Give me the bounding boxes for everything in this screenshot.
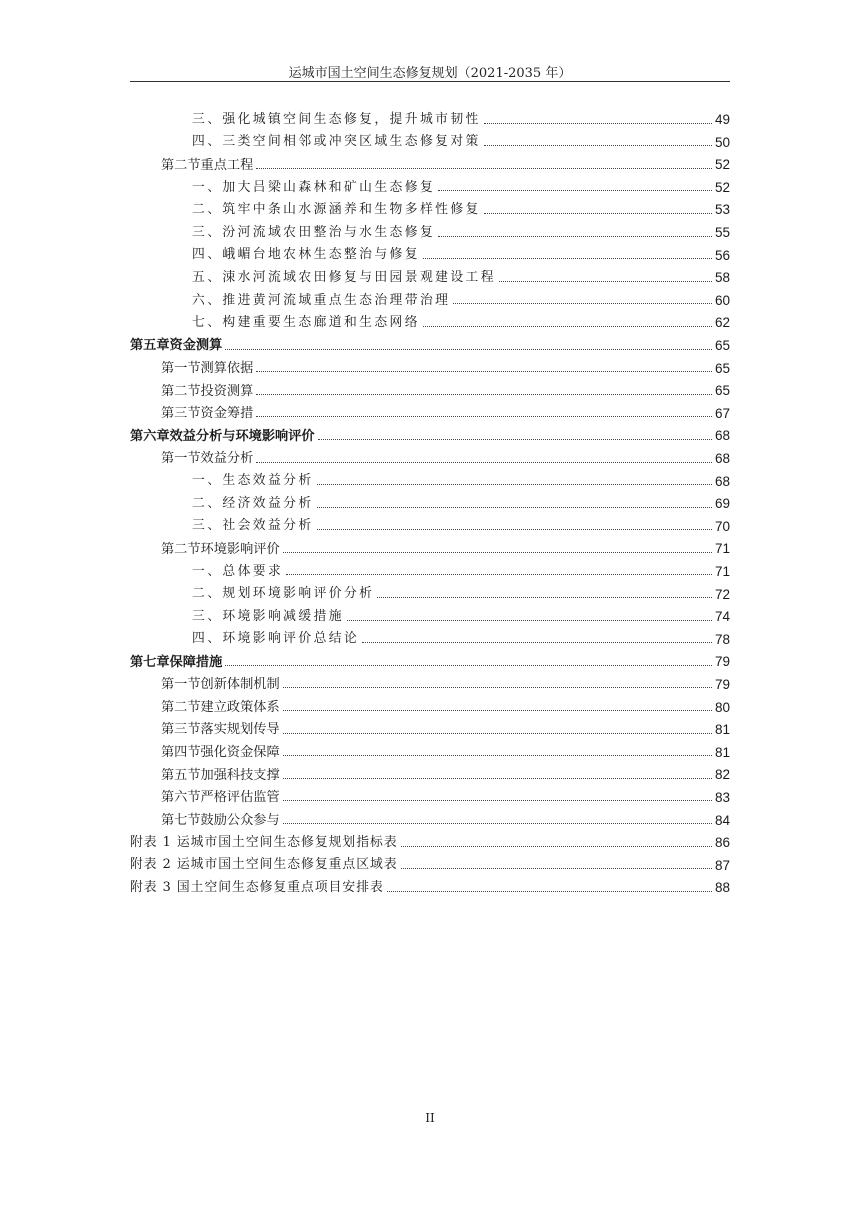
toc-entry-page: 81 <box>714 722 730 738</box>
toc-entry[interactable] <box>130 624 730 647</box>
toc-dot-leader <box>256 394 712 395</box>
toc-entry-page: 84 <box>714 812 730 828</box>
toc-dot-leader <box>283 552 712 553</box>
toc-entry-page: 49 <box>714 112 730 128</box>
toc-entry-page: 72 <box>714 586 730 602</box>
toc-entry-label: 三、环境影响减缓措施 <box>192 608 344 624</box>
toc-entry-label: 第六章效益分析与环境影响评价 <box>130 428 315 444</box>
toc-dot-leader <box>377 597 712 598</box>
toc-entry-page: 65 <box>714 383 730 399</box>
toc-entry-page: 78 <box>714 631 730 647</box>
toc-entry-label: 第三节落实规划传导 <box>161 722 280 738</box>
toc-dot-leader <box>283 687 712 688</box>
toc-entry-label: 第四节强化资金保障 <box>161 745 280 761</box>
toc-entry[interactable] <box>130 172 730 195</box>
toc-dot-leader <box>317 507 712 508</box>
toc-dot-leader <box>484 123 712 124</box>
toc-entry[interactable] <box>130 737 730 760</box>
toc-entry-label: 三、强化城镇空间生态修复，提升城市韧性 <box>192 111 481 127</box>
toc-dot-leader <box>256 416 712 417</box>
toc-entry-label: 第二节环境影响评价 <box>161 541 280 557</box>
toc-dot-leader <box>286 574 712 575</box>
toc-dot-leader <box>318 439 712 440</box>
toc-entry[interactable] <box>130 511 730 534</box>
toc-dot-leader <box>317 484 712 485</box>
toc-entry-page: 62 <box>714 315 730 331</box>
toc-dot-leader <box>401 846 712 847</box>
toc-dot-leader <box>438 190 712 191</box>
toc-entry-label: 五、涑水河流域农田修复与田园景观建设工程 <box>192 269 496 285</box>
toc-dot-leader <box>423 326 712 327</box>
toc-entry[interactable] <box>130 420 730 443</box>
toc-entry[interactable] <box>130 827 730 850</box>
toc-entry-label: 七、构建重要生态廊道和生态网络 <box>192 315 420 331</box>
toc-dot-leader <box>283 823 712 824</box>
toc-entry-label: 四、三类空间相邻或冲突区域生态修复对策 <box>192 134 481 150</box>
toc-entry-page: 88 <box>714 880 730 896</box>
toc-entry-label: 第三节资金筹措 <box>161 406 254 422</box>
toc-entry[interactable] <box>130 759 730 782</box>
toc-dot-leader <box>283 710 712 711</box>
toc-entry[interactable] <box>130 488 730 511</box>
toc-entry[interactable] <box>130 872 730 895</box>
toc-entry-page: 71 <box>714 563 730 579</box>
toc-entry[interactable] <box>130 285 730 308</box>
toc-entry-page: 79 <box>714 654 730 670</box>
toc-dot-leader <box>438 236 712 237</box>
toc-entry-page: 67 <box>714 405 730 421</box>
toc-entry-label: 第七章保障措施 <box>130 654 223 670</box>
toc-entry-page: 79 <box>714 676 730 692</box>
toc-entry-page: 68 <box>714 473 730 489</box>
toc-entry[interactable] <box>130 669 730 692</box>
toc-entry-page: 55 <box>714 225 730 241</box>
toc-entry-label: 二、筑牢中条山水源涵养和生物多样性修复 <box>192 202 481 218</box>
toc-entry[interactable] <box>130 217 730 240</box>
toc-entry[interactable] <box>130 353 730 376</box>
toc-entry[interactable] <box>130 149 730 172</box>
toc-entry[interactable] <box>130 443 730 466</box>
toc-entry[interactable] <box>130 194 730 217</box>
toc-entry-page: 87 <box>714 857 730 873</box>
toc-entry-label: 四、环境影响评价总结论 <box>192 631 360 647</box>
toc-entry-label: 二、经济效益分析 <box>192 495 314 511</box>
toc-entry-page: 71 <box>714 541 730 557</box>
toc-dot-leader <box>387 891 712 892</box>
toc-entry-label: 一、加大吕梁山森林和矿山生态修复 <box>192 179 436 195</box>
header-rule <box>130 81 730 82</box>
toc-entry-label: 第五章资金测算 <box>130 338 223 354</box>
toc-entry-page: 82 <box>714 767 730 783</box>
toc-entry[interactable] <box>130 375 730 398</box>
toc-dot-leader <box>256 462 712 463</box>
toc-entry-label: 四、峨嵋台地农林生态整治与修复 <box>192 247 420 263</box>
toc-entry-label: 附表 1 运城市国土空间生态修复规划指标表 <box>130 834 398 850</box>
toc-entry[interactable] <box>130 646 730 669</box>
toc-dot-leader <box>256 371 712 372</box>
toc-entry-page: 80 <box>714 699 730 715</box>
toc-entry-page: 58 <box>714 270 730 286</box>
toc-dot-leader <box>256 168 712 169</box>
toc-entry[interactable] <box>130 714 730 737</box>
toc-entry-page: 50 <box>714 134 730 150</box>
toc-entry-label: 第二节投资测算 <box>161 383 254 399</box>
toc-dot-leader <box>283 800 712 801</box>
toc-entry[interactable] <box>130 330 730 353</box>
toc-entry[interactable] <box>130 307 730 330</box>
toc-dot-leader <box>317 529 712 530</box>
toc-entry-label: 第二节建立政策体系 <box>161 699 280 715</box>
page-number: II <box>425 1111 435 1125</box>
toc-dot-leader <box>225 349 712 350</box>
toc-entry-page: 81 <box>714 744 730 760</box>
toc-entry-label: 一、总体要求 <box>192 563 284 579</box>
toc-entry-page: 60 <box>714 292 730 308</box>
toc-entry-label: 第七节鼓励公众参与 <box>161 812 280 828</box>
toc-entry[interactable] <box>130 127 730 150</box>
toc-dot-leader <box>362 642 712 643</box>
toc-entry-page: 53 <box>714 202 730 218</box>
toc-entry[interactable] <box>130 104 730 127</box>
toc-entry-label: 第一节创新体制机制 <box>161 677 280 693</box>
toc-entry-page: 52 <box>714 157 730 173</box>
toc-entry-page: 74 <box>714 609 730 625</box>
toc-entry-label: 三、汾河流域农田整治与水生态修复 <box>192 224 436 240</box>
toc-entry-label: 三、社会效益分析 <box>192 518 314 534</box>
toc-entry-page: 70 <box>714 518 730 534</box>
toc-entry-page: 68 <box>714 451 730 466</box>
toc-entry-label: 第五节加强科技支撑 <box>161 767 280 783</box>
toc-entry-label: 二、规划环境影响评价分析 <box>192 586 375 602</box>
toc-dot-leader <box>225 665 712 666</box>
toc-entry-page: 52 <box>714 179 730 195</box>
toc-dot-leader <box>283 778 712 779</box>
toc-entry[interactable] <box>130 466 730 489</box>
toc-entry[interactable] <box>130 850 730 873</box>
toc-dot-leader <box>499 281 712 282</box>
toc-entry[interactable] <box>130 804 730 827</box>
toc-entry-label: 第一节效益分析 <box>161 451 254 467</box>
toc-entry-page: 86 <box>714 835 730 851</box>
toc-dot-leader <box>347 620 712 621</box>
toc-entry-page: 83 <box>714 789 730 805</box>
toc-entry-label: 第一节测算依据 <box>161 360 254 376</box>
toc-entry[interactable] <box>130 262 730 285</box>
toc-entry[interactable] <box>130 398 730 421</box>
toc-entry[interactable] <box>130 533 730 556</box>
toc-entry-page: 68 <box>714 428 730 444</box>
toc-entry[interactable] <box>130 691 730 714</box>
toc-dot-leader <box>423 258 712 259</box>
toc-entry-page: 56 <box>714 247 730 263</box>
table-of-contents <box>130 104 730 895</box>
toc-entry-label: 附表 3 国土空间生态修复重点项目安排表 <box>130 879 384 895</box>
toc-entry[interactable] <box>130 578 730 601</box>
toc-dot-leader <box>283 733 712 734</box>
toc-entry-label: 六、推进黄河流域重点生态治理带治理 <box>192 292 451 308</box>
toc-entry-label: 第二节重点工程 <box>161 157 254 173</box>
toc-dot-leader <box>453 303 712 304</box>
toc-entry-label: 一、生态效益分析 <box>192 473 314 489</box>
toc-dot-leader <box>484 213 712 214</box>
toc-entry[interactable] <box>130 240 730 263</box>
toc-entry[interactable] <box>130 782 730 805</box>
toc-entry-page: 65 <box>714 360 730 376</box>
toc-entry-page: 69 <box>714 496 730 512</box>
toc-dot-leader <box>484 145 712 146</box>
toc-entry-label: 附表 2 运城市国土空间生态修复重点区域表 <box>130 857 398 873</box>
toc-entry[interactable] <box>130 556 730 579</box>
toc-dot-leader <box>283 755 712 756</box>
toc-entry-page: 65 <box>714 338 730 354</box>
toc-entry-label: 第六节严格评估监管 <box>161 790 280 806</box>
toc-dot-leader <box>401 868 712 869</box>
toc-entry[interactable] <box>130 601 730 624</box>
running-header: 运城市国土空间生态修复规划（2021-2035 年） <box>288 66 572 81</box>
